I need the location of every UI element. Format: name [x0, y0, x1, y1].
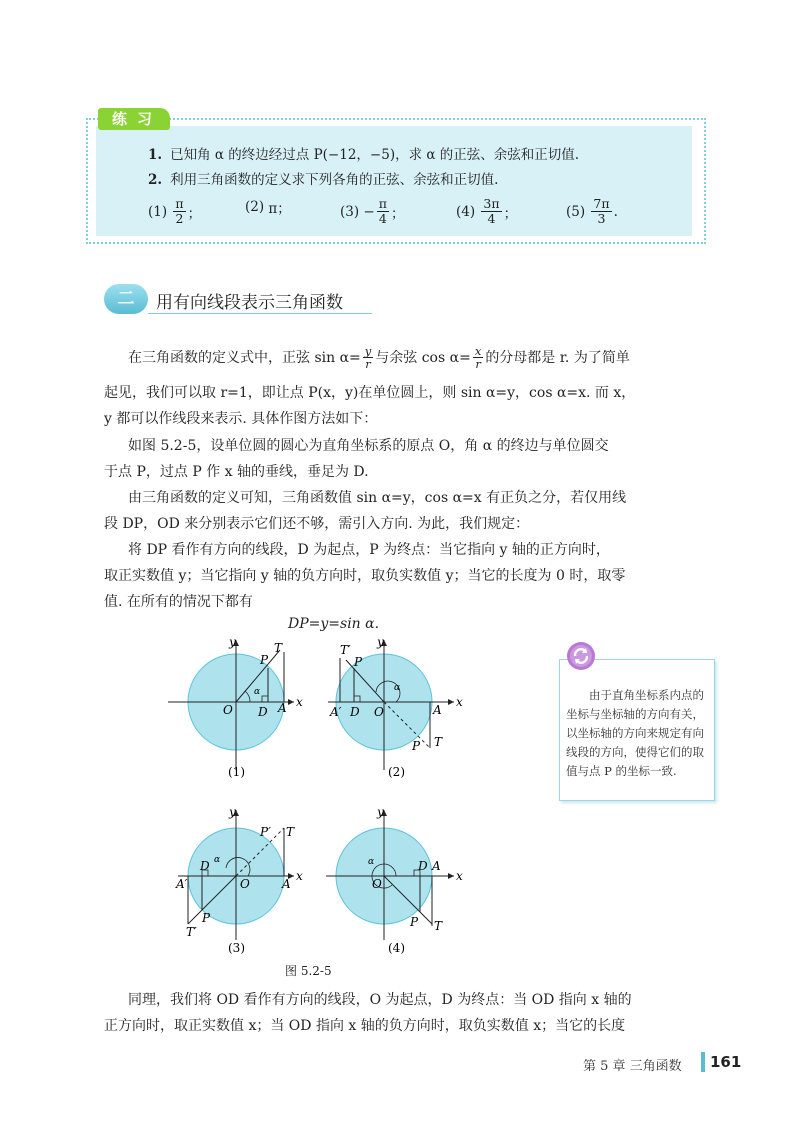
- sub-item-label: (4): [456, 203, 476, 220]
- label-y: y: [229, 635, 236, 649]
- label-o: O: [223, 703, 233, 717]
- svg-text:A′: A′: [330, 705, 342, 719]
- label-alpha: α: [254, 687, 261, 697]
- side-note-text: 由于直角坐标系内点的坐标与坐标轴的方向有关，以坐标轴的方向来规定有向线段的方向，使得它们的取值与点 P 的坐标一致.: [566, 688, 704, 778]
- fraction-x-over-r: $\frac{x}{r}$: [474, 344, 482, 371]
- svg-text:x: x: [456, 695, 463, 709]
- figure-caption: 图 5.2-5: [285, 964, 332, 978]
- svg-text:O: O: [374, 705, 384, 719]
- paragraph-1-line-1: 在三角函数的定义式中，正弦 sin α= $\frac{y}{r}$ 与余弦 cos α= $\frac{x}{r}$ 的分母都是 r. 为了简单: [128, 344, 630, 371]
- label-d: D: [258, 705, 268, 719]
- svg-text:T: T: [286, 825, 295, 839]
- figure-panel-1: [168, 635, 303, 779]
- paragraph-1-line-2: 起见，我们可以取 r=1，即让点 P(x，y)在单位圆上，则 sin α=y，cos α=x. 而 x，: [104, 385, 636, 401]
- svg-text:D: D: [350, 705, 360, 719]
- sub-item-label: (1): [148, 203, 168, 220]
- svg-text:α: α: [368, 857, 375, 867]
- svg-text:y: y: [377, 635, 384, 649]
- section-underline: [148, 313, 372, 314]
- figure-panel-2: [328, 635, 463, 779]
- exercise-question-1: [148, 143, 579, 163]
- paragraph-4-line-1: 将 DP 看作有方向的线段，D 为起点，P 为终点：当它指向 y 轴的正方向时，: [128, 542, 610, 558]
- svg-text:P: P: [410, 915, 419, 929]
- sub-item-5: (5) $\frac{7\pi}{3}$ .: [566, 196, 618, 226]
- svg-text:P: P: [202, 911, 211, 925]
- sub-item-4: (4) $\frac{3\pi}{4}$ ；: [456, 196, 518, 226]
- formula-dp: DP=y=sin α.: [288, 616, 380, 632]
- svg-text:O: O: [372, 877, 382, 891]
- footer-chapter: 第 5 章 三角函数: [583, 1059, 682, 1074]
- sub-caption-4: (4): [388, 941, 405, 955]
- unit-circle-figure: [150, 630, 480, 960]
- tangent-join: [188, 910, 202, 924]
- sub-caption-2: (2): [388, 765, 405, 779]
- label-t: T: [274, 641, 283, 655]
- svg-text:α: α: [214, 855, 221, 865]
- footer-divider: [701, 1052, 705, 1072]
- svg-text:y: y: [229, 805, 236, 819]
- fraction-y-over-r: $\frac{y}{r}$: [364, 344, 372, 371]
- svg-text:A: A: [433, 703, 442, 717]
- paragraph-5-line-2: 正方向时，取正实数值 x；当 OD 指向 x 轴的负方向时，取负实数值 x；当它的长度: [104, 1018, 626, 1034]
- label-x: x: [296, 695, 303, 709]
- paragraph-4-line-3: 值. 在所有的情况下都有: [104, 594, 253, 610]
- svg-text:D: D: [200, 859, 210, 873]
- paragraph-4-line-2: 取正实数值 y；当它指向 y 轴的负方向时，取负实数值 y；当它的长度为 0 时，取零: [104, 568, 626, 584]
- sub-item-2: [245, 197, 291, 217]
- page-number: 161: [710, 1053, 742, 1071]
- svg-text:A: A: [432, 859, 441, 873]
- question-2-text: 利用三角函数的定义求下列各角的正弦、余弦和正切值.: [170, 172, 499, 188]
- exercise-question-2: [148, 168, 498, 188]
- sub-caption-3: (3): [228, 941, 245, 955]
- sub-item-fraction: $\frac{\pi}{2}$: [175, 196, 184, 226]
- svg-text:P: P: [354, 655, 363, 669]
- exercise-tag: 练习: [98, 108, 170, 130]
- svg-text:y: y: [377, 805, 384, 819]
- svg-text:T: T: [434, 735, 443, 749]
- sub-item-fraction: $\frac{\pi}{4}$: [378, 196, 387, 226]
- svg-text:P: P: [412, 739, 421, 753]
- paragraph-3-line-1: 由三角函数的定义可知，三角函数值 sin α=y，cos α=x 有正负之分，若仅用线: [128, 490, 627, 506]
- svg-text:x: x: [296, 869, 303, 883]
- figure-panel-3: [175, 805, 303, 955]
- question-2-number: 2.: [148, 172, 163, 188]
- tangent-join: [420, 912, 432, 924]
- svg-text:T′: T′: [186, 925, 197, 939]
- refresh-badge-icon: [566, 641, 596, 671]
- svg-text:A: A: [282, 877, 291, 891]
- sub-caption-1: (1): [228, 765, 245, 779]
- sub-item-3: (3) − $\frac{\pi}{4}$ ；: [340, 196, 405, 226]
- sub-item-label: (2): [245, 199, 265, 215]
- svg-text:x: x: [456, 869, 463, 883]
- paragraph-3-line-2: 段 DP，OD 来分别表示它们还不够，需引入方向. 为此，我们规定：: [104, 516, 530, 532]
- figure-panel-4: [326, 805, 463, 955]
- svg-text:A′: A′: [176, 877, 188, 891]
- paragraph-1-line-3: y 都可以作线段来表示. 具体作图方法如下：: [104, 411, 378, 427]
- label-p: P: [260, 653, 269, 667]
- svg-text:O: O: [240, 877, 250, 891]
- label-a: A: [278, 701, 287, 715]
- paragraph-5-line-1: 同理，我们将 OD 看作有方向的线段，O 为起点，D 为终点：当 OD 指向 x 轴的: [128, 992, 632, 1008]
- sub-item-value: π；: [268, 201, 291, 217]
- paragraph-2-line-2: 于点 P，过点 P 作 x 轴的垂线，垂足为 D.: [104, 464, 369, 480]
- section-badge: 二: [104, 284, 148, 314]
- sub-item-label: (5): [566, 203, 586, 220]
- sub-item-fraction: $\frac{7\pi}{3}$: [593, 196, 610, 226]
- sub-item-fraction: $\frac{3\pi}{4}$: [483, 196, 500, 226]
- svg-text:α: α: [394, 683, 401, 693]
- section-title: 用有向线段表示三角函数: [156, 293, 343, 313]
- question-1-number: 1.: [148, 147, 163, 163]
- sub-item-label: (3): [340, 203, 360, 220]
- question-1-text: 已知角 α 的终边经过点 P(−12，−5)，求 α 的正弦、余弦和正切值.: [170, 147, 580, 163]
- paragraph-2-line-1: 如图 5.2-5，设单位圆的圆心为直角坐标系的原点 O，角 α 的终边与单位圆交: [128, 438, 609, 454]
- svg-text:D: D: [418, 859, 428, 873]
- svg-text:P′: P′: [260, 825, 271, 839]
- sub-item-1: (1) $\frac{\pi}{2}$ ；: [148, 196, 202, 226]
- svg-text:T: T: [434, 919, 443, 933]
- svg-text:T′: T′: [340, 643, 351, 657]
